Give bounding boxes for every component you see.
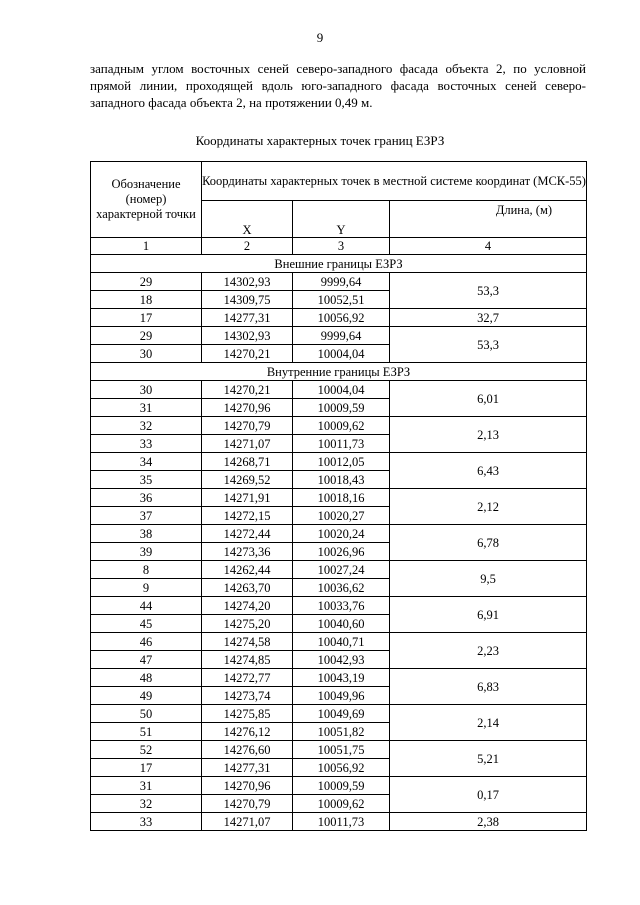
point-cell: 50 bbox=[91, 705, 202, 723]
coordinates-table bbox=[90, 161, 587, 831]
x-coordinate-cell: 14270,21 bbox=[202, 345, 293, 363]
x-coordinate-cell: 14270,21 bbox=[202, 381, 293, 399]
point-cell: 32 bbox=[91, 795, 202, 813]
length-cell: 0,17 bbox=[390, 777, 587, 813]
y-coordinate-cell: 10036,62 bbox=[293, 579, 390, 597]
x-coordinate-cell: 14272,15 bbox=[202, 507, 293, 525]
body-paragraph: западным углом восточных сеней северо-западного фасада объекта 2, по условной прямой линии, проходящей вдоль юго-западного фасада восточных сеней северо-западного фасада объекта 2, на протяжении 0,49 м. bbox=[90, 61, 586, 110]
table-row bbox=[91, 327, 587, 345]
length-cell: 2,13 bbox=[390, 417, 587, 453]
x-coordinate-cell: 14309,75 bbox=[202, 291, 293, 309]
length-cell: 53,3 bbox=[390, 273, 587, 309]
y-coordinate-cell: 10051,82 bbox=[293, 723, 390, 741]
point-cell: 46 bbox=[91, 633, 202, 651]
y-coordinate-cell: 9999,64 bbox=[293, 273, 390, 291]
section-title: Внешние границы ЕЗРЗ bbox=[91, 255, 587, 273]
table-row bbox=[91, 561, 587, 579]
y-coordinate-cell: 10033,76 bbox=[293, 597, 390, 615]
point-cell: 29 bbox=[91, 273, 202, 291]
length-cell: 2,14 bbox=[390, 705, 587, 741]
x-coordinate-cell: 14269,52 bbox=[202, 471, 293, 489]
point-cell: 47 bbox=[91, 651, 202, 669]
point-cell: 49 bbox=[91, 687, 202, 705]
header-x: X bbox=[202, 201, 293, 238]
point-cell: 8 bbox=[91, 561, 202, 579]
table-row bbox=[91, 669, 587, 687]
point-cell: 29 bbox=[91, 327, 202, 345]
table-row bbox=[91, 813, 587, 831]
table-row bbox=[91, 309, 587, 327]
point-cell: 48 bbox=[91, 669, 202, 687]
table-row bbox=[91, 705, 587, 723]
point-cell: 31 bbox=[91, 399, 202, 417]
y-coordinate-cell: 10004,04 bbox=[293, 345, 390, 363]
column-number-2: 2 bbox=[202, 238, 293, 255]
column-number-1: 1 bbox=[91, 238, 202, 255]
x-coordinate-cell: 14276,60 bbox=[202, 741, 293, 759]
y-coordinate-cell: 10020,27 bbox=[293, 507, 390, 525]
y-coordinate-cell: 10056,92 bbox=[293, 309, 390, 327]
y-coordinate-cell: 9999,64 bbox=[293, 327, 390, 345]
y-coordinate-cell: 10049,96 bbox=[293, 687, 390, 705]
x-coordinate-cell: 14268,71 bbox=[202, 453, 293, 471]
point-cell: 35 bbox=[91, 471, 202, 489]
x-coordinate-cell: 14270,96 bbox=[202, 777, 293, 795]
x-coordinate-cell: 14271,07 bbox=[202, 813, 293, 831]
header-length: Длина, (м) bbox=[390, 201, 587, 238]
header-coordinates-group: Координаты характерных точек в местной системе координат (МСК-55) bbox=[202, 162, 587, 201]
point-cell: 36 bbox=[91, 489, 202, 507]
x-coordinate-cell: 14274,20 bbox=[202, 597, 293, 615]
length-cell: 6,83 bbox=[390, 669, 587, 705]
point-cell: 33 bbox=[91, 435, 202, 453]
point-cell: 38 bbox=[91, 525, 202, 543]
table-row bbox=[91, 741, 587, 759]
x-coordinate-cell: 14274,58 bbox=[202, 633, 293, 651]
y-coordinate-cell: 10011,73 bbox=[293, 435, 390, 453]
table-title: Координаты характерных точек границ ЕЗРЗ bbox=[195, 133, 445, 148]
point-cell: 45 bbox=[91, 615, 202, 633]
y-coordinate-cell: 10009,59 bbox=[293, 399, 390, 417]
x-coordinate-cell: 14262,44 bbox=[202, 561, 293, 579]
point-cell: 31 bbox=[91, 777, 202, 795]
length-cell: 6,78 bbox=[390, 525, 587, 561]
point-cell: 30 bbox=[91, 345, 202, 363]
point-cell: 18 bbox=[91, 291, 202, 309]
point-cell: 51 bbox=[91, 723, 202, 741]
header-point-designation: Обозначение (номер) характерной точки bbox=[91, 162, 202, 238]
length-cell: 2,23 bbox=[390, 633, 587, 669]
x-coordinate-cell: 14277,31 bbox=[202, 759, 293, 777]
x-coordinate-cell: 14273,36 bbox=[202, 543, 293, 561]
x-coordinate-cell: 14263,70 bbox=[202, 579, 293, 597]
point-cell: 33 bbox=[91, 813, 202, 831]
x-coordinate-cell: 14272,77 bbox=[202, 669, 293, 687]
point-cell: 32 bbox=[91, 417, 202, 435]
column-number-3: 3 bbox=[293, 238, 390, 255]
y-coordinate-cell: 10026,96 bbox=[293, 543, 390, 561]
x-coordinate-cell: 14277,31 bbox=[202, 309, 293, 327]
table-row bbox=[91, 597, 587, 615]
point-cell: 34 bbox=[91, 453, 202, 471]
point-cell: 37 bbox=[91, 507, 202, 525]
length-cell: 6,01 bbox=[390, 381, 587, 417]
y-coordinate-cell: 10040,60 bbox=[293, 615, 390, 633]
length-cell: 6,43 bbox=[390, 453, 587, 489]
point-cell: 17 bbox=[91, 759, 202, 777]
table-row bbox=[91, 417, 587, 435]
length-cell: 53,3 bbox=[390, 327, 587, 363]
x-coordinate-cell: 14275,85 bbox=[202, 705, 293, 723]
table-row bbox=[91, 633, 587, 651]
y-coordinate-cell: 10018,43 bbox=[293, 471, 390, 489]
length-cell: 32,7 bbox=[390, 309, 587, 327]
y-coordinate-cell: 10051,75 bbox=[293, 741, 390, 759]
y-coordinate-cell: 10009,62 bbox=[293, 417, 390, 435]
table-row bbox=[91, 525, 587, 543]
table-row bbox=[91, 453, 587, 471]
y-coordinate-cell: 10042,93 bbox=[293, 651, 390, 669]
x-coordinate-cell: 14271,07 bbox=[202, 435, 293, 453]
column-number-4: 4 bbox=[390, 238, 587, 255]
point-cell: 52 bbox=[91, 741, 202, 759]
y-coordinate-cell: 10027,24 bbox=[293, 561, 390, 579]
y-coordinate-cell: 10020,24 bbox=[293, 525, 390, 543]
point-cell: 44 bbox=[91, 597, 202, 615]
point-cell: 39 bbox=[91, 543, 202, 561]
x-coordinate-cell: 14271,91 bbox=[202, 489, 293, 507]
point-cell: 30 bbox=[91, 381, 202, 399]
y-coordinate-cell: 10011,73 bbox=[293, 813, 390, 831]
page-number: 9 bbox=[316, 30, 324, 45]
y-coordinate-cell: 10004,04 bbox=[293, 381, 390, 399]
point-cell: 17 bbox=[91, 309, 202, 327]
length-cell: 2,12 bbox=[390, 489, 587, 525]
length-cell: 2,38 bbox=[390, 813, 587, 831]
y-coordinate-cell: 10009,59 bbox=[293, 777, 390, 795]
x-coordinate-cell: 14302,93 bbox=[202, 327, 293, 345]
header-y: Y bbox=[293, 201, 390, 238]
x-coordinate-cell: 14275,20 bbox=[202, 615, 293, 633]
table-row bbox=[91, 489, 587, 507]
x-coordinate-cell: 14270,79 bbox=[202, 795, 293, 813]
x-coordinate-cell: 14272,44 bbox=[202, 525, 293, 543]
y-coordinate-cell: 10052,51 bbox=[293, 291, 390, 309]
table-row bbox=[91, 777, 587, 795]
y-coordinate-cell: 10018,16 bbox=[293, 489, 390, 507]
x-coordinate-cell: 14270,79 bbox=[202, 417, 293, 435]
length-cell: 6,91 bbox=[390, 597, 587, 633]
table-row bbox=[91, 381, 587, 399]
y-coordinate-cell: 10049,69 bbox=[293, 705, 390, 723]
y-coordinate-cell: 10009,62 bbox=[293, 795, 390, 813]
y-coordinate-cell: 10040,71 bbox=[293, 633, 390, 651]
table-row bbox=[91, 273, 587, 291]
x-coordinate-cell: 14276,12 bbox=[202, 723, 293, 741]
length-cell: 5,21 bbox=[390, 741, 587, 777]
x-coordinate-cell: 14274,85 bbox=[202, 651, 293, 669]
y-coordinate-cell: 10056,92 bbox=[293, 759, 390, 777]
length-cell: 9,5 bbox=[390, 561, 587, 597]
x-coordinate-cell: 14302,93 bbox=[202, 273, 293, 291]
section-title: Внутренние границы ЕЗРЗ bbox=[91, 363, 587, 381]
point-cell: 9 bbox=[91, 579, 202, 597]
x-coordinate-cell: 14273,74 bbox=[202, 687, 293, 705]
y-coordinate-cell: 10012,05 bbox=[293, 453, 390, 471]
y-coordinate-cell: 10043,19 bbox=[293, 669, 390, 687]
x-coordinate-cell: 14270,96 bbox=[202, 399, 293, 417]
